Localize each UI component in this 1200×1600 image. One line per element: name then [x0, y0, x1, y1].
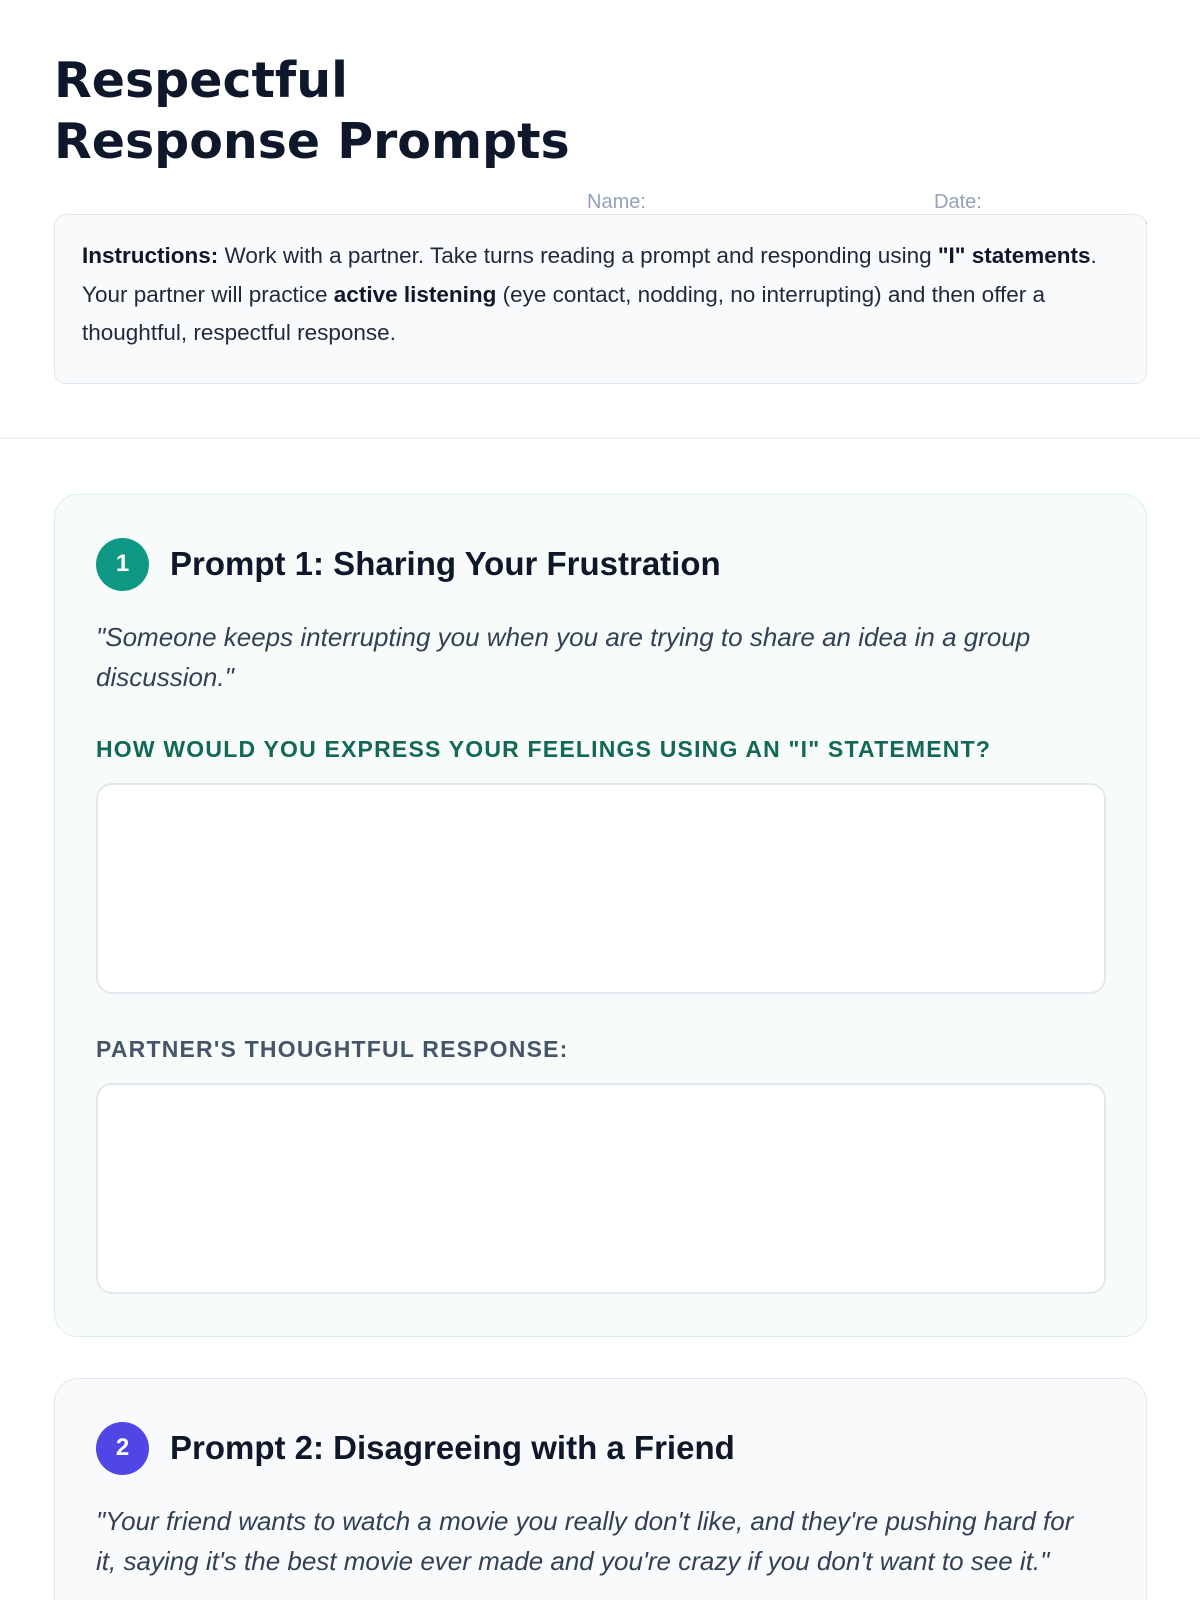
name-field[interactable] — [587, 138, 907, 224]
instructions-box — [54, 214, 1147, 384]
prompt-1-title: Prompt 1: Sharing Your Frustration — [170, 545, 721, 582]
instructions-i-statements: "I" statements — [937, 243, 1091, 268]
instructions-active-listening: active listening — [333, 281, 497, 307]
prompt-1-scenario: "Someone keeps interrupting you when you are trying to share an idea in a group discussion." — [96, 622, 1031, 692]
prompt-2-title: Prompt 2: Disagreeing with a Friend — [170, 1429, 735, 1466]
instructions-lead: Instructions: — [82, 243, 219, 268]
partner-response-answer-box[interactable] — [96, 1083, 1106, 1294]
prompt-card-1 — [54, 494, 1147, 1337]
instructions-text-3: (eye contact, nodding, no interrupting) and then offer a thoughtful, respectful response. — [82, 281, 1046, 345]
prompt-number-badge-1: 1 — [96, 538, 149, 591]
prompt-card-2 — [54, 1378, 1147, 1600]
page-title-line-1: Respectful — [54, 52, 348, 109]
section-divider — [0, 437, 1200, 439]
prompt-number-badge-2: 2 — [96, 1422, 149, 1475]
instructions-text-1: Work with a partner. Take turns reading a prompt and responding using — [218, 243, 938, 268]
date-field[interactable] — [934, 138, 1147, 224]
instructions-text-2: . Your partner will practice — [82, 243, 1097, 307]
prompt-2-scenario: "Your friend wants to watch a movie you really don't like, and they're pushing hard for it, saying it's the best movie ever made and you're crazy if you don't want to see it." — [96, 1506, 1074, 1576]
worksheet-header — [54, 50, 1147, 213]
partner-response-label: PARTNER'S THOUGHTFUL RESPONSE: — [96, 1036, 569, 1062]
i-statement-answer-box[interactable] — [96, 783, 1106, 994]
i-statement-label: HOW WOULD YOU EXPRESS YOUR FEELINGS USING AN "I" STATEMENT? — [96, 736, 992, 762]
name-label: Name: — [587, 191, 646, 213]
prompt-1-header — [96, 537, 721, 591]
page-title-line-2: Response Prompts — [54, 113, 570, 170]
prompt-2-header — [96, 1421, 735, 1475]
date-label: Date: — [934, 191, 982, 213]
